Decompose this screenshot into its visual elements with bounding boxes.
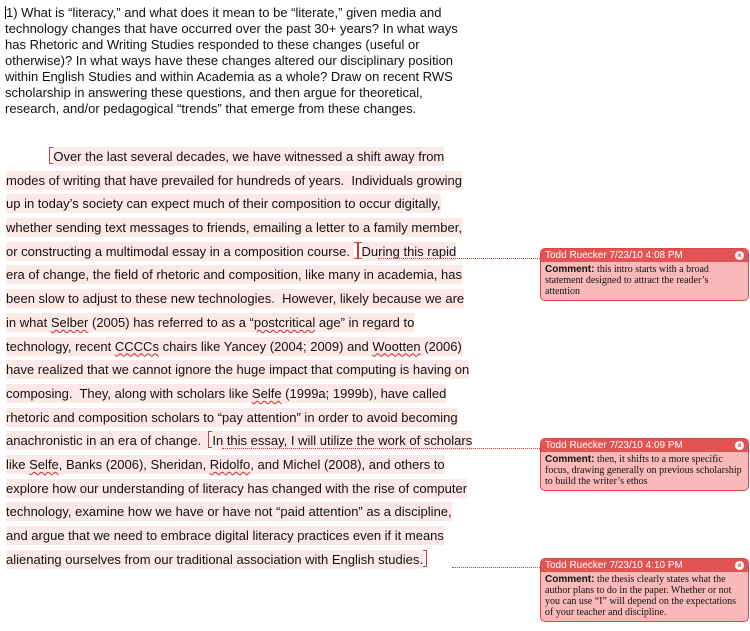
text-run: (1999a; 1999b), have called [281, 385, 447, 401]
text-run: composing. They, along with scholars like [6, 385, 252, 401]
comment-label: Comment: [545, 454, 595, 465]
text-run: (2005) has referred to as a “ [88, 314, 254, 330]
prompt-text: scholarship in answering these questions, and then argue for theoretical, [5, 85, 423, 100]
essay-prompt [5, 5, 505, 117]
comment-anchor-marker[interactable] [358, 242, 362, 259]
text-run: age” in regard to [315, 314, 415, 330]
prompt-text: research, and/or pedagogical “trends” that emerge from these changes. [5, 101, 417, 116]
text-run: in what [6, 314, 51, 330]
comment-author-date: Todd Ruecker 7/23/10 4:08 PM [545, 250, 683, 261]
misspelled-word[interactable]: Selfe [29, 456, 59, 472]
text-run: Over the last several decades, we have witnessed a shift away from [53, 149, 445, 164]
paragraph-line [6, 453, 472, 477]
prompt-text: technology changes that have occurred over the past 30+ years? In what ways [5, 21, 458, 36]
comment-header [541, 559, 748, 572]
prompt-text: 1) What is “literacy,” and what does it mean to be “literate,” given media and [6, 5, 442, 20]
text-run: , Banks (2006), Sheridan, [58, 456, 210, 472]
paragraph-line [6, 192, 472, 216]
prompt-line [5, 21, 505, 37]
comment-author-date: Todd Ruecker 7/23/10 4:10 PM [545, 560, 683, 571]
paragraph-line [6, 287, 472, 311]
paragraph-line [6, 477, 472, 501]
text-run: like [6, 456, 30, 472]
text-run: (2006) [420, 338, 462, 354]
comment-balloon[interactable] [540, 558, 749, 622]
text-run: During this rapid [361, 243, 457, 259]
text-run: alienating ourselves from our traditional association with English studies. [6, 551, 423, 567]
text-run: era of change, the field of rhetoric and composition, like many in academia, has [6, 267, 462, 283]
comment-connector [222, 448, 540, 449]
prompt-line [5, 85, 505, 101]
comment-text: the thesis clearly states what the author plans to do in the paper. Whether or not you can use “I” will depend on the expectations of your teacher and discipline. [545, 574, 737, 618]
paragraph-line [6, 240, 472, 264]
comment-author-date: Todd Ruecker 7/23/10 4:09 PM [545, 440, 683, 451]
comment-anchor-marker[interactable] [423, 550, 427, 567]
comment-connector [378, 258, 540, 259]
misspelled-word[interactable]: postcritical [253, 314, 316, 330]
text-run: and argue that we need to embrace digital literacy practices even if it means [6, 528, 444, 543]
prompt-text: within English Studies and within Academia as a whole? Draw on recent RWS [5, 69, 453, 84]
text-run: have realized that we cannot ignore the huge impact that computing is having on [6, 362, 470, 378]
paragraph-line [6, 311, 472, 335]
prompt-line [5, 53, 505, 69]
paragraph-line [6, 358, 472, 382]
comment-connector [452, 567, 540, 568]
paragraph-line [6, 548, 472, 572]
essay-body[interactable] [6, 145, 472, 571]
misspelled-word[interactable]: Selfe [251, 385, 282, 401]
text-run: chairs like Yancey (2004; 2009) and [158, 338, 373, 354]
paragraph-line [6, 169, 472, 193]
text-run: rhetoric and composition scholars to “pay attention” in order to avoid becoming [6, 409, 458, 425]
close-icon[interactable]: × [735, 561, 744, 570]
comment-label: Comment: [545, 574, 595, 585]
paragraph-line [6, 382, 472, 406]
paragraph-line [6, 263, 472, 287]
misspelled-word[interactable]: Ridolfo [209, 456, 251, 472]
text-run: technology, examine how we have or have not “paid attention” as a discipline, [6, 504, 452, 520]
comment-header [541, 439, 748, 452]
prompt-line [5, 101, 505, 117]
prompt-line [5, 69, 505, 85]
paragraph-line [6, 429, 472, 453]
text-run: been slow to adjust to these new technologies. However, likely because we are [6, 291, 465, 307]
text-run: , and Michel (2008), and others to [250, 456, 445, 472]
paragraph-line [6, 406, 472, 430]
misspelled-word[interactable]: CCCCs [114, 338, 159, 354]
comment-balloon[interactable] [540, 438, 749, 491]
text-run: technology, recent [6, 338, 115, 354]
text-run: whether sending text messages to friends, emailing a letter to a family member, [6, 220, 462, 236]
paragraph-line [6, 216, 472, 240]
comment-balloon[interactable] [540, 248, 749, 301]
comment-header [541, 249, 748, 262]
paragraph-line [6, 524, 472, 548]
prompt-text: has Rhetoric and Writing Studies responded to these changes (useful or [5, 37, 420, 52]
misspelled-word[interactable]: Selber [50, 314, 89, 330]
comment-text: then, it shifts to a more specific focus, drawing generally on previous scholarship to build the writer’s ethos [545, 454, 742, 487]
paragraph-line [6, 500, 472, 524]
comment-text: this intro starts with a broad statement designed to attract the reader’s attention [545, 264, 709, 297]
prompt-line [5, 5, 505, 21]
text-run: In this essay, I will utilize the work of scholars [212, 433, 473, 449]
text-run: up in today’s society can expect much of their composition to occur digitally, [6, 196, 441, 212]
comment-label: Comment: [545, 264, 595, 275]
text-run [6, 149, 49, 164]
misspelled-word[interactable]: Wootten [372, 338, 421, 354]
text-run: anachronistic in an era of change. [6, 433, 209, 449]
text-run: modes of writing that have prevailed for hundreds of years. Individuals growing [6, 172, 462, 188]
prompt-text: otherwise)? In what ways have these changes altered our disciplinary position [5, 53, 454, 68]
text-run: explore how our understanding of literacy has changed with the rise of computer [6, 480, 468, 496]
prompt-line [5, 37, 505, 53]
text-run: or constructing a multimodal essay in a composition course. [6, 243, 354, 259]
close-icon[interactable]: × [735, 441, 744, 450]
paragraph-line [6, 335, 472, 359]
close-icon[interactable]: × [735, 251, 744, 260]
paragraph-line [6, 145, 472, 169]
